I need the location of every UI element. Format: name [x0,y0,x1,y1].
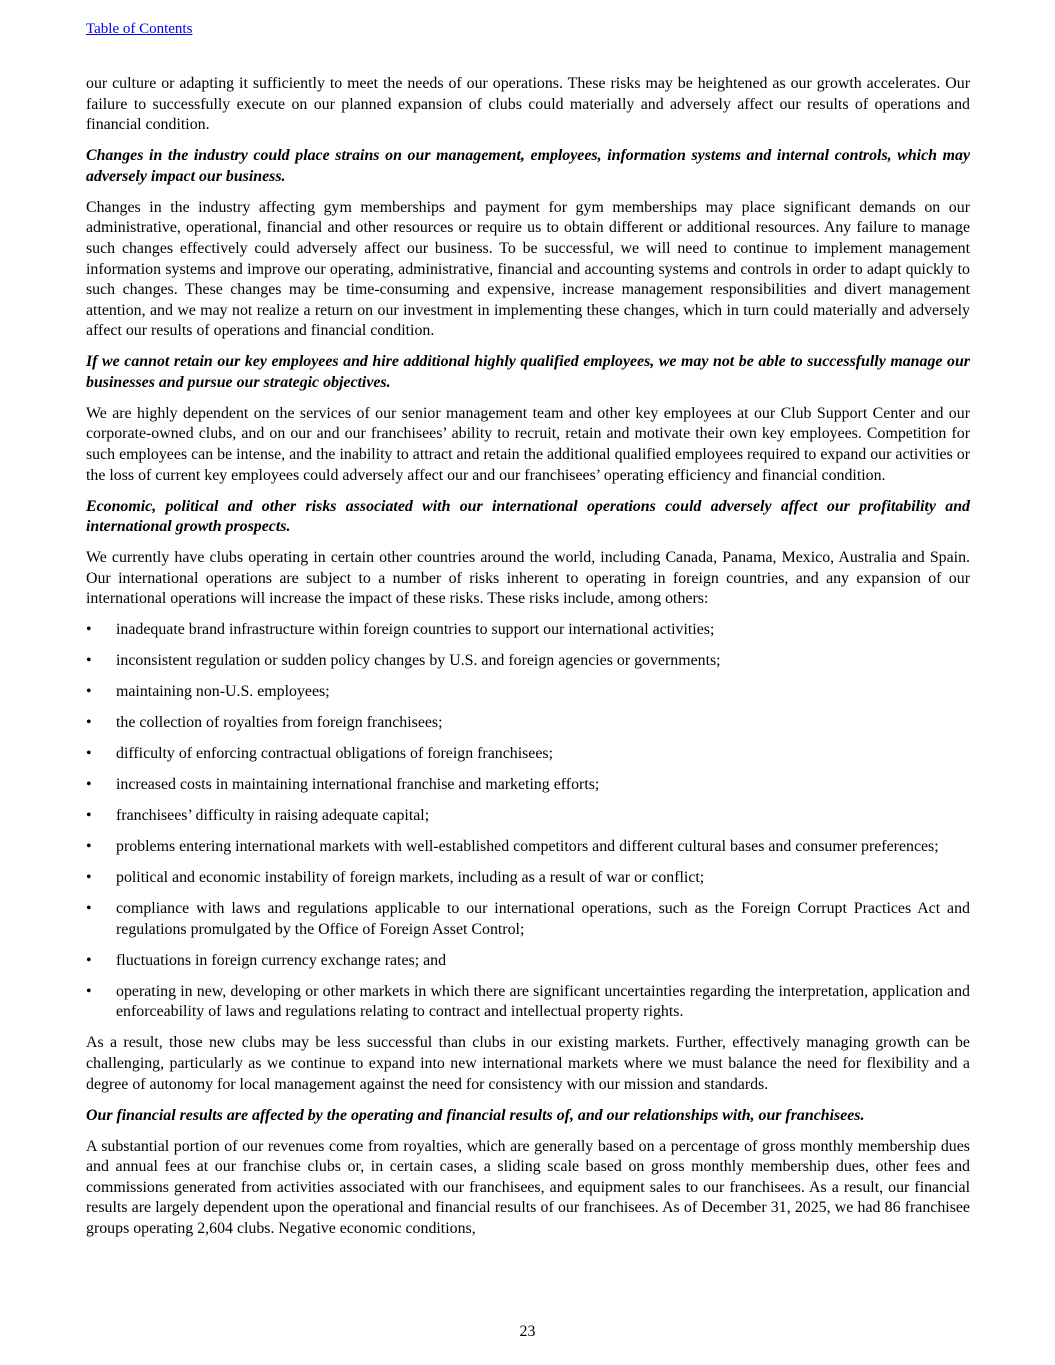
bullet-icon: • [86,714,92,732]
bullet-icon: • [86,869,92,887]
bullet-icon: • [86,776,92,794]
page-number: 23 [519,1323,536,1340]
list-item-text: fluctuations in foreign currency exchange rates; and [116,951,447,969]
table-of-contents-link[interactable]: Table of Contents [86,21,193,37]
international-risks-list [86,620,970,1023]
list-item [86,651,970,672]
list-item-text: increased costs in maintaining international franchise and marketing efforts; [116,776,600,794]
list-item-text: maintaining non-U.S. employees; [116,683,330,701]
list-item-text: operating in new, developing or other markets in which there are significant uncertainties regarding the interpretation, application and enforceability of laws and regulations relating to contract and intellectual property rights. [116,982,970,1021]
risk-heading-franchisee-results: Our financial results are affected by the operating and financial results of, and our relationships with, our franchisees. [86,1106,865,1124]
list-item-text: political and economic instability of foreign markets, including as a result of war or conflict; [116,869,705,887]
bullet-icon: • [86,683,92,701]
list-item [86,951,970,972]
list-item-text: problems entering international markets with well-established competitors and different cultural bases and consumer preferences; [116,838,939,856]
list-item [86,682,970,703]
paragraph-key-employees: We are highly dependent on the services of our senior management team and other key employees at our Club Support Center and our corporate-owned clubs, and on our and our franchisees’ ability to recruit, retain and motivate their own key employees. Competition for such employees can be intense, and the inability to attract and retain the additional qualified employees required to expand our activities or the loss of current key employees could adversely affect our and our franchisees’ operating efficiency and financial condition. [86,404,970,484]
list-item-text: inconsistent regulation or sudden policy changes by U.S. and foreign agencies or governments; [116,652,721,670]
document-body [86,74,970,1250]
paragraph-culture-growth: our culture or adapting it sufficiently to meet the needs of our operations. These risks may be heightened as our growth accelerates. Our failure to successfully execute on our planned expansion of clubs could materially and adversely affect our results of operations and financial condition. [86,75,970,134]
list-item-text: difficulty of enforcing contractual obligations of foreign franchisees; [116,745,553,763]
bullet-icon: • [86,951,92,969]
bullet-icon: • [86,900,92,918]
list-item [86,899,970,940]
paragraph-new-clubs-growth: As a result, those new clubs may be less successful than clubs in our existing markets. Further, effectively managing growth can be challenging, particularly as we continue to expand into new international markets where we must balance the need for flexibility and a degree of autonomy for local management against the need for consistency with our mission and standards. [86,1034,970,1093]
list-item [86,744,970,765]
list-item-text: franchisees’ difficulty in raising adequate capital; [116,807,430,825]
bullet-icon: • [86,652,92,670]
list-item [86,837,970,858]
risk-heading-key-employees: If we cannot retain our key employees and hire additional highly qualified employees, we may not be able to successfully manage our businesses and pursue our strategic objectives. [86,353,970,391]
list-item [86,775,970,796]
list-item-text: compliance with laws and regulations applicable to our international operations, such as the Foreign Corrupt Practices Act and regulations promulgated by the Office of Foreign Asset Control; [116,900,970,938]
bullet-icon: • [86,745,92,763]
risk-heading-international-operations: Economic, political and other risks associated with our international operations could adversely affect our profitability and international growth prospects. [86,497,970,536]
paragraph-industry-changes: Changes in the industry affecting gym memberships and payment for gym memberships may place significant demands on our administrative, operational, financial and other resources or require us to obtain different or additional resources. Any failure to manage such changes effectively could adversely affect our business. To be successful, we will need to continue to implement management information systems and improve our operating, administrative, financial and accounting systems and controls in order to adapt quickly to such changes. These changes may be time-consuming and expensive, increase management responsibilities and divert management attention, and we may not realize a return on our investment in implementing these changes, which in turn could materially and adversely affect our results of operations and financial condition. [86,198,970,340]
paragraph-franchisee-results: A substantial portion of our revenues come from royalties, which are generally based on a percentage of gross monthly membership dues and annual fees at our franchise clubs or, in certain cases, a sliding scale based on gross monthly membership dues, other fees and commissions generated from activities associated with our franchisees, and equipment sales to our franchisees. As a result, our financial results are largely dependent upon the operational and financial results of our franchisees. As of December 31, 2025, we had 86 franchisee groups operating 2,604 clubs. Negative economic conditions, [86,1137,970,1237]
risk-heading-industry-changes: Changes in the industry could place strains on our management, employees, information systems and internal controls, which may adversely impact our business. [86,147,970,185]
bullet-icon: • [86,982,92,1000]
list-item [86,806,970,827]
list-item [86,982,970,1023]
bullet-icon: • [86,621,92,639]
bullet-icon: • [86,838,92,856]
bullet-icon: • [86,807,92,825]
list-item [86,713,970,734]
list-item [86,868,970,889]
list-item-text: inadequate brand infrastructure within foreign countries to support our international activities; [116,621,715,639]
list-item-text: the collection of royalties from foreign franchisees; [116,714,443,732]
list-item [86,620,970,641]
paragraph-international-operations: We currently have clubs operating in certain other countries around the world, including Canada, Panama, Mexico, Australia and Spain. Our international operations are subject to a number of risks inherent to operating in foreign countries, and any expansion of our international operations will increase the impact of these risks. These risks include, among others: [86,549,970,608]
